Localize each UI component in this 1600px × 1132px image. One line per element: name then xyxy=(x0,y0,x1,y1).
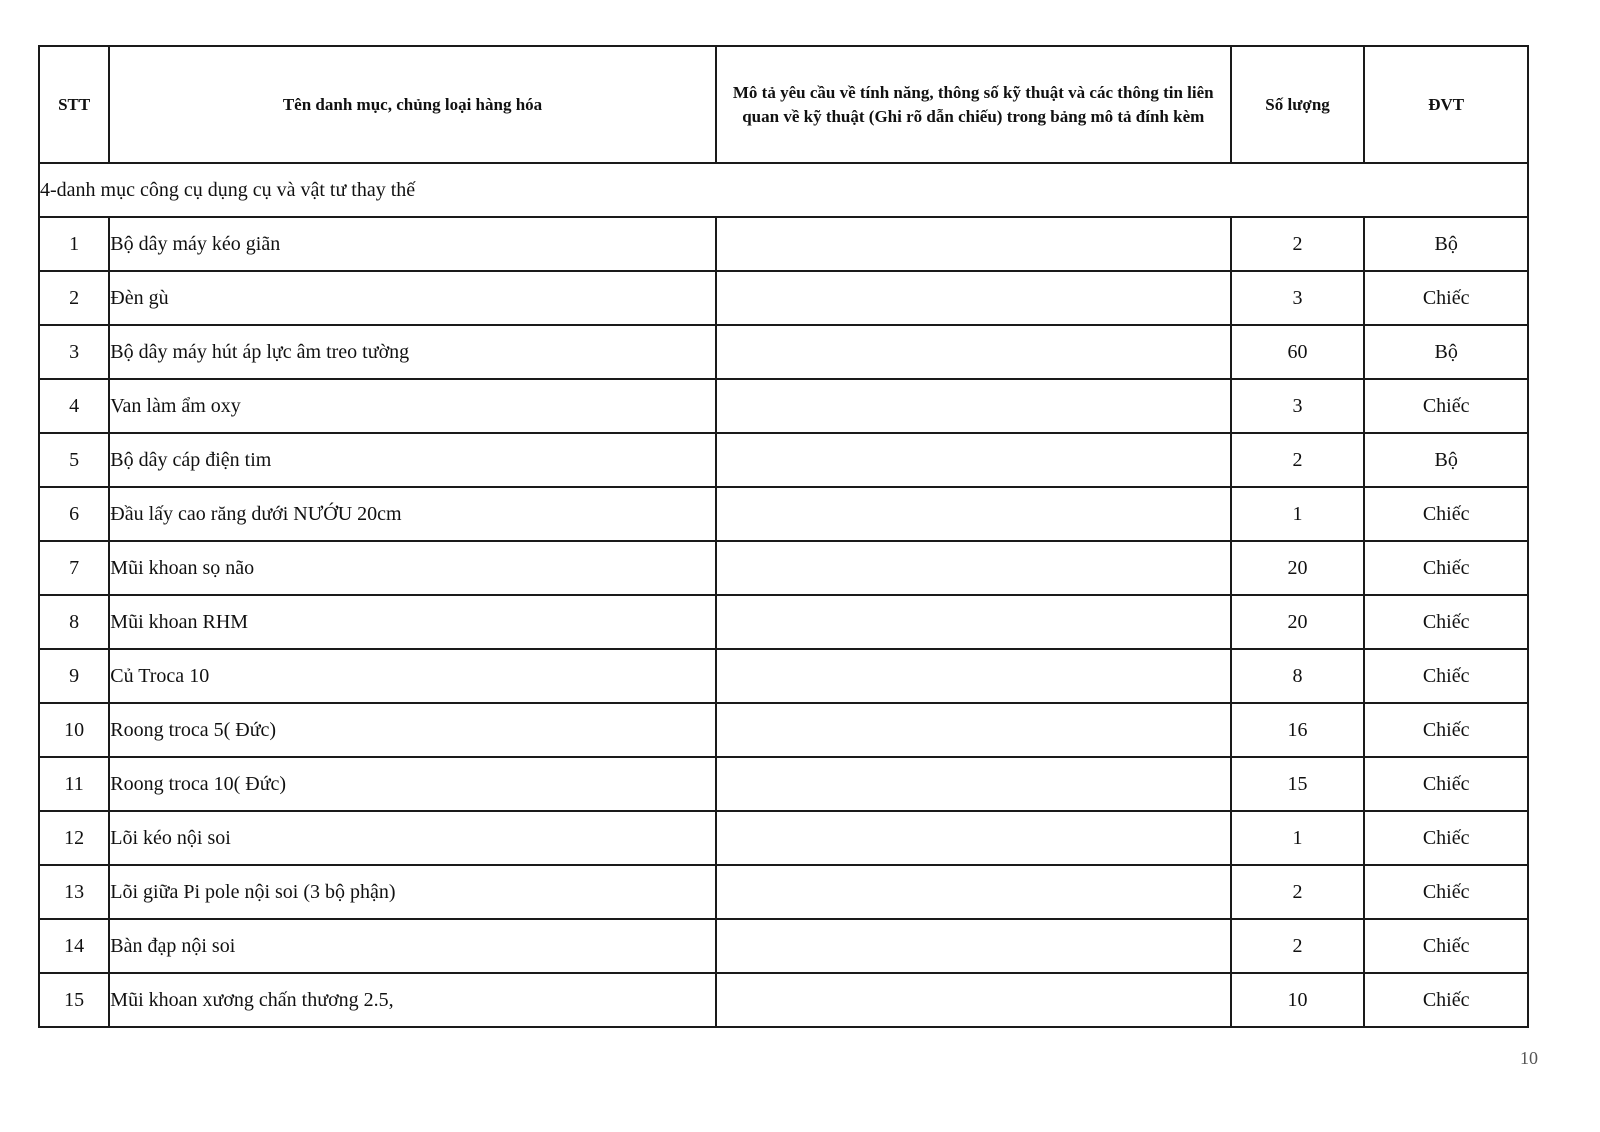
cell-description xyxy=(716,703,1231,757)
table-row xyxy=(39,973,1528,1027)
cell-stt: 12 xyxy=(39,811,109,865)
header-name: Tên danh mục, chủng loại hàng hóa xyxy=(109,46,715,163)
cell-unit: Chiếc xyxy=(1364,595,1528,649)
cell-quantity: 2 xyxy=(1231,919,1365,973)
cell-quantity: 16 xyxy=(1231,703,1365,757)
table-row xyxy=(39,217,1528,271)
cell-unit: Chiếc xyxy=(1364,649,1528,703)
cell-quantity: 20 xyxy=(1231,595,1365,649)
header-unit: ĐVT xyxy=(1364,46,1528,163)
cell-stt: 14 xyxy=(39,919,109,973)
table-row xyxy=(39,811,1528,865)
cell-unit: Chiếc xyxy=(1364,919,1528,973)
section-row xyxy=(39,163,1528,217)
cell-description xyxy=(716,217,1231,271)
goods-table xyxy=(38,45,1529,1028)
cell-unit: Bộ xyxy=(1364,433,1528,487)
table-row xyxy=(39,703,1528,757)
cell-unit: Chiếc xyxy=(1364,703,1528,757)
cell-name: Đèn gù xyxy=(109,271,715,325)
table-row xyxy=(39,919,1528,973)
cell-quantity: 10 xyxy=(1231,973,1365,1027)
cell-quantity: 1 xyxy=(1231,487,1365,541)
cell-description xyxy=(716,649,1231,703)
header-description: Mô tả yêu cầu về tính năng, thông số kỹ thuật và các thông tin liên quan về kỹ thuật (Ghi rõ dẫn chiếu) trong bảng mô tả đính kèm xyxy=(716,46,1231,163)
cell-quantity: 3 xyxy=(1231,271,1365,325)
cell-stt: 11 xyxy=(39,757,109,811)
cell-description xyxy=(716,541,1231,595)
cell-name: Bộ dây cáp điện tim xyxy=(109,433,715,487)
cell-quantity: 1 xyxy=(1231,811,1365,865)
table-row xyxy=(39,595,1528,649)
table-row xyxy=(39,379,1528,433)
cell-unit: Chiếc xyxy=(1364,271,1528,325)
cell-stt: 7 xyxy=(39,541,109,595)
cell-name: Bàn đạp nội soi xyxy=(109,919,715,973)
cell-unit: Chiếc xyxy=(1364,865,1528,919)
cell-stt: 10 xyxy=(39,703,109,757)
cell-unit: Chiếc xyxy=(1364,541,1528,595)
page-number: 10 xyxy=(1520,1048,1538,1068)
cell-name: Củ Troca 10 xyxy=(109,649,715,703)
cell-quantity: 3 xyxy=(1231,379,1365,433)
table-row xyxy=(39,757,1528,811)
cell-quantity: 15 xyxy=(1231,757,1365,811)
cell-description xyxy=(716,757,1231,811)
cell-quantity: 2 xyxy=(1231,217,1365,271)
cell-name: Van làm ẩm oxy xyxy=(109,379,715,433)
cell-description xyxy=(716,433,1231,487)
cell-name: Roong troca 10( Đức) xyxy=(109,757,715,811)
table-row xyxy=(39,325,1528,379)
section-title: 4-danh mục công cụ dụng cụ và vật tư thay thế xyxy=(39,163,1528,217)
cell-description xyxy=(716,973,1231,1027)
table-header-row xyxy=(39,46,1528,163)
cell-name: Mũi khoan RHM xyxy=(109,595,715,649)
cell-quantity: 2 xyxy=(1231,865,1365,919)
cell-description xyxy=(716,595,1231,649)
cell-stt: 4 xyxy=(39,379,109,433)
cell-unit: Chiếc xyxy=(1364,379,1528,433)
cell-quantity: 2 xyxy=(1231,433,1365,487)
cell-description xyxy=(716,865,1231,919)
cell-unit: Chiếc xyxy=(1364,487,1528,541)
table-row xyxy=(39,541,1528,595)
table-row xyxy=(39,865,1528,919)
cell-stt: 13 xyxy=(39,865,109,919)
cell-stt: 6 xyxy=(39,487,109,541)
cell-unit: Chiếc xyxy=(1364,811,1528,865)
cell-quantity: 8 xyxy=(1231,649,1365,703)
cell-stt: 1 xyxy=(39,217,109,271)
cell-name: Đầu lấy cao răng dưới NƯỚU 20cm xyxy=(109,487,715,541)
cell-description xyxy=(716,379,1231,433)
cell-stt: 15 xyxy=(39,973,109,1027)
cell-quantity: 60 xyxy=(1231,325,1365,379)
cell-name: Lõi kéo nội soi xyxy=(109,811,715,865)
cell-name: Lõi giữa Pi pole nội soi (3 bộ phận) xyxy=(109,865,715,919)
cell-name: Bộ dây máy kéo giãn xyxy=(109,217,715,271)
cell-description xyxy=(716,325,1231,379)
table-row xyxy=(39,271,1528,325)
header-stt: STT xyxy=(39,46,109,163)
cell-quantity: 20 xyxy=(1231,541,1365,595)
cell-name: Bộ dây máy hút áp lực âm treo tường xyxy=(109,325,715,379)
cell-unit: Bộ xyxy=(1364,217,1528,271)
cell-unit: Bộ xyxy=(1364,325,1528,379)
cell-name: Mũi khoan xương chấn thương 2.5, xyxy=(109,973,715,1027)
table-row xyxy=(39,487,1528,541)
cell-stt: 9 xyxy=(39,649,109,703)
cell-description xyxy=(716,271,1231,325)
cell-description xyxy=(716,919,1231,973)
cell-unit: Chiếc xyxy=(1364,757,1528,811)
table-row xyxy=(39,649,1528,703)
cell-description xyxy=(716,487,1231,541)
header-quantity: Số lượng xyxy=(1231,46,1365,163)
cell-name: Roong troca 5( Đức) xyxy=(109,703,715,757)
cell-unit: Chiếc xyxy=(1364,973,1528,1027)
cell-stt: 3 xyxy=(39,325,109,379)
cell-stt: 5 xyxy=(39,433,109,487)
cell-stt: 8 xyxy=(39,595,109,649)
cell-stt: 2 xyxy=(39,271,109,325)
table-row xyxy=(39,433,1528,487)
cell-name: Mũi khoan sọ não xyxy=(109,541,715,595)
cell-description xyxy=(716,811,1231,865)
